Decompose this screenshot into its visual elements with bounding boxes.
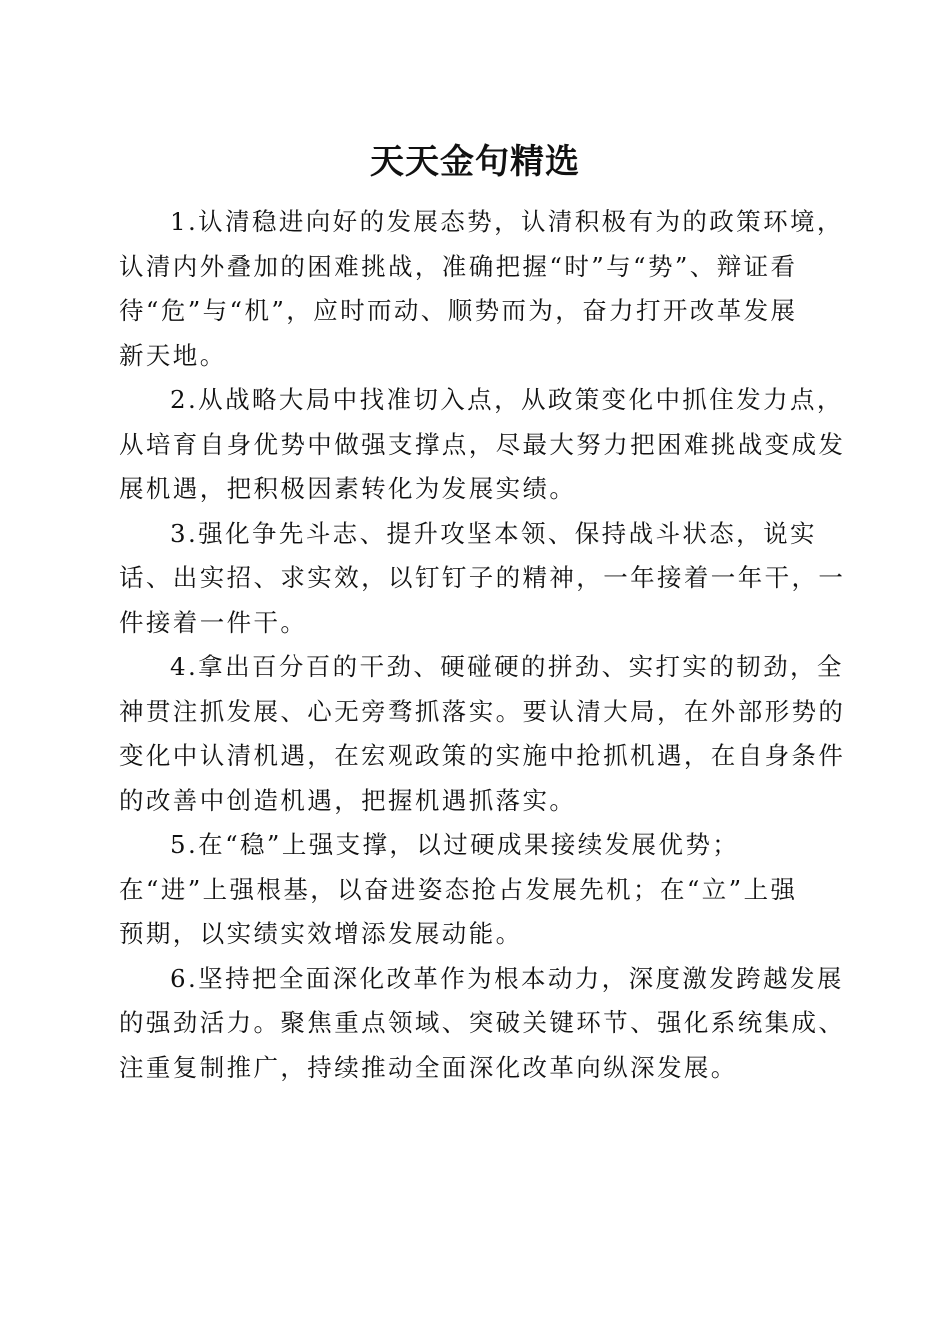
- paragraph-line: 6.坚持把全面深化改革作为根本动力，深度激发跨越发展: [170, 963, 844, 993]
- document-body: [119, 200, 846, 1090]
- paragraph-2: [119, 378, 846, 512]
- paragraph-line: 预期，以实绩实效增添发展动能。: [119, 919, 523, 948]
- paragraph-line: 展机遇，把积极因素转化为发展实绩。: [119, 474, 577, 503]
- paragraph-1: [119, 200, 844, 378]
- paragraph-line: 神贯注抓发展、心无旁骛抓落实。要认清大局，在外部形势的: [119, 696, 846, 726]
- document-title: 天天金句精选: [370, 142, 580, 182]
- paragraph-line: 变化中认清机遇，在宏观政策的实施中抢抓机遇，在自身条件: [119, 741, 846, 770]
- paragraph-line: 的改善中创造机遇，把握机遇抓落实。: [119, 785, 577, 815]
- paragraph-line: 的强劲活力。聚焦重点领域、突破关键环节、强化系统集成、: [119, 1008, 846, 1037]
- paragraph-line: 待“危”与“机”，应时而动、顺势而为，奋力打开改革发展: [119, 296, 798, 325]
- paragraph-6: [119, 957, 846, 1091]
- paragraph-line: 在“进”上强根基，以奋进姿态抢占发展先机；在“立”上强: [119, 874, 798, 904]
- paragraph-line: 从培育自身优势中做强支撑点，尽最大努力把困难挑战变成发: [119, 429, 846, 459]
- paragraph-line: 注重复制推广，持续推动全面深化改革向纵深发展。: [119, 1052, 738, 1082]
- paragraph-line: 新天地。: [119, 340, 227, 370]
- paragraph-line: 认清内外叠加的困难挑战，准确把握“时”与“势”、辩证看: [119, 251, 798, 281]
- paragraph-line: 2.从战略大局中找准切入点，从政策变化中抓住发力点，: [170, 385, 844, 414]
- paragraph-line: 件接着一件干。: [119, 607, 308, 637]
- paragraph-line: 话、出实招、求实效，以钉钉子的精神，一年接着一年干，一: [119, 563, 846, 592]
- paragraph-4: [119, 645, 846, 823]
- paragraph-3: [119, 512, 846, 646]
- paragraph-line: 4.拿出百分百的干劲、硬碰硬的拼劲、实打实的韧劲，全: [170, 652, 844, 681]
- paragraph-line: 1.认清稳进向好的发展态势，认清积极有为的政策环境，: [170, 207, 844, 236]
- paragraph-5: [119, 823, 809, 957]
- paragraph-line: 3.强化争先斗志、提升攻坚本领、保持战斗状态，说实: [170, 518, 817, 548]
- paragraph-line: 5.在“稳”上强支撑，以过硬成果接续发展优势；: [170, 830, 740, 859]
